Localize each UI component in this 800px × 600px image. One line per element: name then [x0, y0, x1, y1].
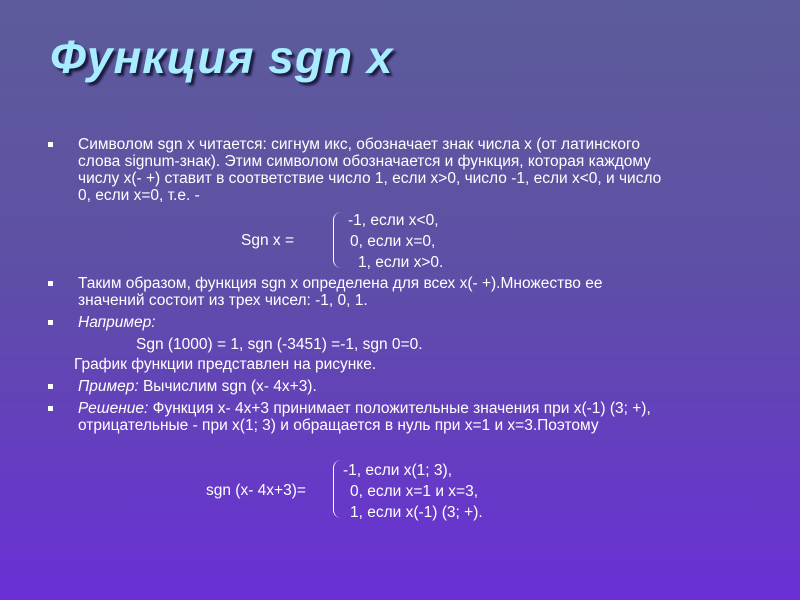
- text-line: отрицательные - при х(1; 3) и обращается в нуль при х=1 и х=3.Поэтому: [78, 417, 599, 434]
- bullet-example: [78, 378, 317, 395]
- bullet-marker: [48, 281, 53, 286]
- text-line: числу х(- +) ставит в соответствие число 1, если х>0, число -1, если х<0, и число: [78, 170, 662, 187]
- bullet-definition: [78, 136, 661, 204]
- label-italic: Решение:: [78, 400, 149, 417]
- bullet-domain: [78, 275, 602, 309]
- example-line: Sgn (1000) = 1, sgn (-3451) =-1, sgn 0=0.: [136, 336, 423, 353]
- text-line: Символом sgn x читается: сигнум икс, обозначает знак числа x (от латинского: [78, 136, 640, 153]
- brace-icon: [333, 212, 342, 268]
- label-italic: Пример:: [78, 378, 139, 395]
- bullet-marker: [48, 384, 53, 389]
- text-line: слова signum-знак). Этим символом обозначается и функция, которая каждому: [78, 153, 651, 170]
- formula-case: 1, если х>0.: [358, 254, 444, 271]
- label-italic: Например:: [78, 314, 156, 331]
- text-line: 0, если х=0, т.е. -: [78, 187, 200, 204]
- text-inline: Вычислим sgn (x- 4x+3).: [138, 378, 317, 395]
- formula-lhs: Sgn x =: [241, 232, 294, 249]
- text-line: Таким образом, функция sgn x определена для всех х(- +).Множество ее: [78, 275, 603, 292]
- slide-title: Функция sgn x: [50, 31, 394, 83]
- formula-case: 1, если х(-1) (3; +).: [350, 504, 483, 521]
- bullet-marker: [48, 320, 53, 325]
- bullet-solution: [78, 400, 651, 434]
- graph-line: График функции представлен на рисунке.: [74, 356, 377, 373]
- text-inline: Функция x- 4x+3 принимает положительные значения при х(-1) (3; +),: [148, 400, 651, 417]
- text-line: значений состоит из трех чисел: -1, 0, 1.: [78, 292, 368, 309]
- bullet-marker: [48, 142, 53, 147]
- formula-case: -1, если х<0,: [348, 212, 439, 229]
- formula-case: -1, если х(1; 3),: [343, 462, 453, 479]
- formula-case: 0, если х=1 и х=3,: [350, 483, 479, 500]
- bullet-marker: [48, 406, 53, 411]
- bullet-for-example: [78, 314, 156, 331]
- formula-case: 0, если х=0,: [350, 233, 436, 250]
- formula-lhs: sgn (x- 4x+3)=: [206, 482, 306, 499]
- brace-icon: [333, 460, 342, 518]
